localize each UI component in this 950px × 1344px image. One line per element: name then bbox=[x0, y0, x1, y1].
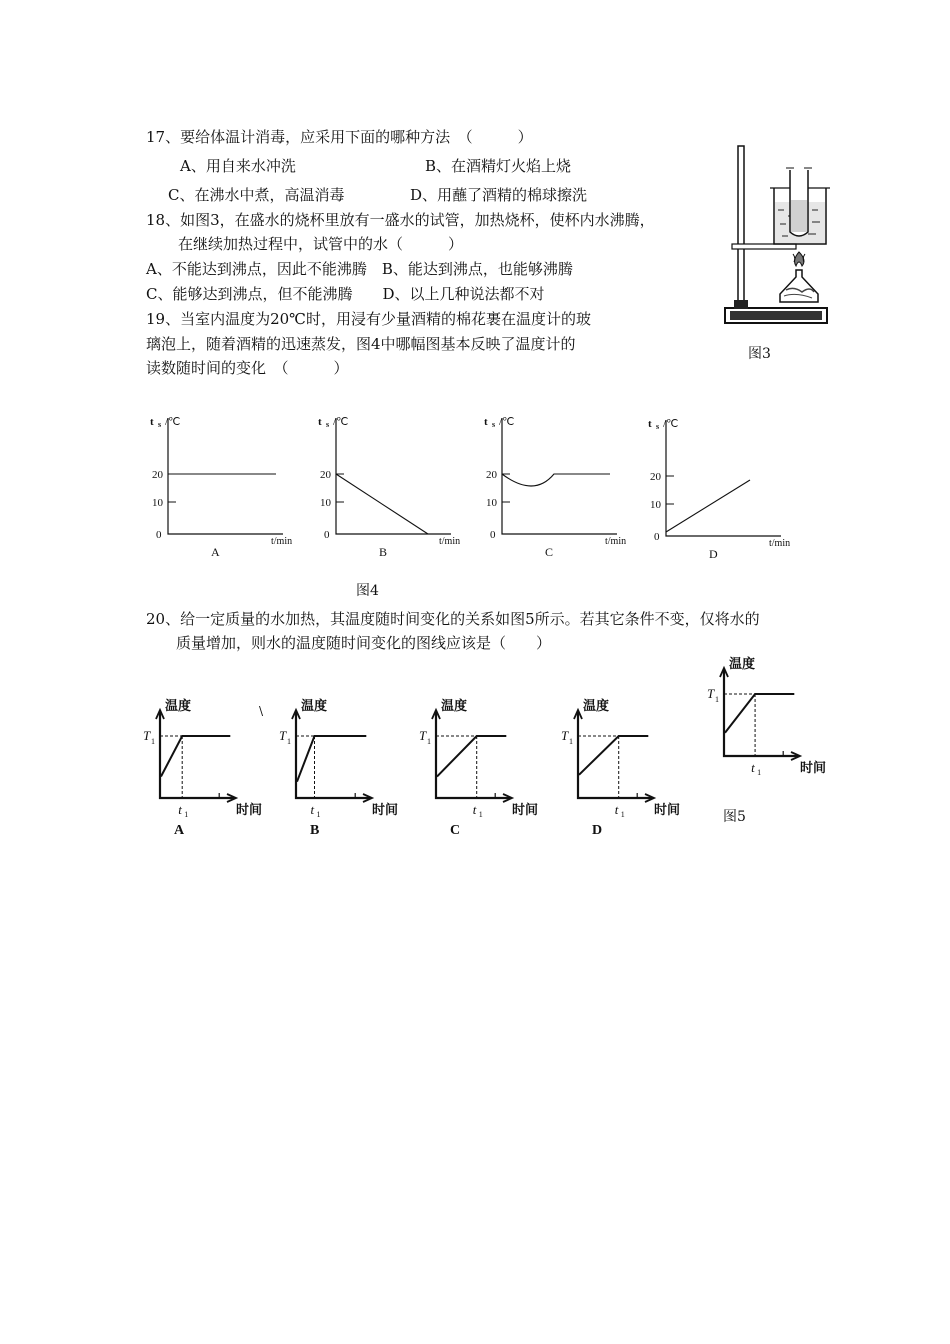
figure-4-panel-d bbox=[646, 412, 816, 562]
y-tick-label: 20 bbox=[152, 469, 163, 481]
q18-options-ab: A、不能达到沸点，因此不能沸腾 B、能达到沸点，也能够沸腾 bbox=[146, 260, 573, 278]
plateau-temperature-sub: 1 bbox=[427, 737, 431, 746]
q17-option-d: D、用蘸了酒精的棉球擦洗 bbox=[410, 186, 588, 204]
y-axis-label-sub: s bbox=[326, 420, 330, 429]
temperature-curve bbox=[666, 480, 750, 532]
y-axis-label: 温度 bbox=[729, 656, 756, 671]
panel-label: D bbox=[709, 547, 718, 561]
knee-time-label: t bbox=[310, 802, 315, 817]
y-tick-label: 20 bbox=[486, 469, 497, 481]
q17-option-a: A、用自来水冲洗 bbox=[180, 157, 296, 175]
y-axis-unit: /℃ bbox=[165, 416, 181, 428]
axes bbox=[502, 418, 617, 534]
y-axis-label: t bbox=[318, 416, 322, 428]
plateau-temperature-label: T bbox=[561, 728, 569, 743]
temperature-curve bbox=[336, 474, 428, 534]
y-tick-label-zero: 0 bbox=[156, 529, 162, 541]
y-tick-label: 10 bbox=[320, 497, 331, 509]
temperature-curve bbox=[502, 474, 610, 486]
plateau-temperature-sub: 1 bbox=[715, 695, 719, 704]
panel-label: C bbox=[450, 823, 461, 838]
q19-line2: 璃泡上，随着酒精的迅速蒸发，图4中哪幅图基本反映了温度计的 bbox=[146, 335, 576, 353]
figure-5-option-b bbox=[278, 698, 408, 848]
plateau-temperature-label: T bbox=[707, 686, 715, 701]
figure-5-option-d bbox=[560, 698, 690, 848]
y-tick-label: 10 bbox=[486, 497, 497, 509]
axes bbox=[336, 418, 451, 534]
knee-time-label: t bbox=[751, 760, 755, 775]
y-axis-label-sub: s bbox=[158, 420, 162, 429]
knee-time-sub: 1 bbox=[620, 810, 625, 819]
knee-time-sub: 1 bbox=[757, 768, 762, 777]
panel-label: A bbox=[211, 545, 220, 559]
axes bbox=[666, 420, 781, 536]
y-axis-label: 温度 bbox=[583, 698, 610, 713]
temperature-curve bbox=[437, 736, 506, 777]
figure-5-option-a bbox=[142, 698, 272, 848]
knee-time-sub: 1 bbox=[478, 810, 483, 819]
y-tick-label: 20 bbox=[320, 469, 331, 481]
axes bbox=[168, 418, 283, 534]
x-axis-label: 时间 bbox=[800, 760, 827, 775]
q17-option-c: C、在沸水中煮，高温消毒 bbox=[168, 186, 345, 204]
y-axis-label: 温度 bbox=[301, 698, 328, 713]
axes bbox=[160, 712, 234, 798]
axes bbox=[724, 670, 798, 756]
panel-label: A bbox=[174, 823, 185, 838]
stray-mark: \ bbox=[259, 704, 264, 718]
temperature-curve bbox=[297, 736, 366, 782]
knee-time-sub: 1 bbox=[184, 810, 189, 819]
x-axis-label: 时间 bbox=[654, 802, 681, 817]
y-axis-label: t bbox=[648, 418, 652, 430]
figure-3-apparatus bbox=[722, 140, 832, 330]
knee-time-label: t bbox=[472, 802, 477, 817]
y-axis-label: 温度 bbox=[441, 698, 468, 713]
y-tick-label-zero: 0 bbox=[324, 529, 330, 541]
stand-rod bbox=[738, 146, 744, 308]
y-axis-label: 温度 bbox=[165, 698, 192, 713]
y-axis-label-sub: s bbox=[656, 422, 660, 431]
plateau-temperature-sub: 1 bbox=[569, 737, 573, 746]
y-axis-unit: /℃ bbox=[499, 416, 515, 428]
alcohol-lamp bbox=[780, 270, 818, 302]
q18-line1: 18、如图3，在盛水的烧杯里放有一盛水的试管，加热烧杯，使杯内水沸腾， bbox=[146, 211, 655, 229]
temperature-curve bbox=[579, 736, 648, 775]
knee-time-sub: 1 bbox=[316, 810, 321, 819]
temperature-curve bbox=[161, 736, 230, 777]
plateau-temperature-label: T bbox=[279, 728, 287, 743]
figure-4-panel-c bbox=[482, 410, 652, 560]
knee-time-label: t bbox=[178, 802, 182, 817]
axes bbox=[436, 712, 510, 798]
q17-stem: 17、要给体温计消毒，应采用下面的哪种方法 （ ） bbox=[146, 128, 533, 146]
temperature-curve bbox=[725, 694, 794, 733]
panel-label: D bbox=[592, 823, 603, 838]
plateau-temperature-sub: 1 bbox=[287, 737, 291, 746]
figure-3-caption: 图3 bbox=[748, 346, 771, 362]
y-axis-label-sub: s bbox=[492, 420, 496, 429]
y-tick-label-zero: 0 bbox=[490, 529, 496, 541]
x-axis-label: t/min bbox=[769, 538, 791, 549]
panel-label: B bbox=[310, 823, 320, 838]
flame bbox=[795, 252, 804, 266]
y-tick-label: 20 bbox=[650, 471, 661, 483]
plateau-temperature-sub: 1 bbox=[151, 737, 155, 746]
x-axis-label: 时间 bbox=[372, 802, 399, 817]
y-axis-label: t bbox=[484, 416, 488, 428]
figure-5-option-c bbox=[418, 698, 548, 848]
q19-line1: 19、当室内温度为20℃时，用浸有少量酒精的棉花裹在温度计的玻 bbox=[146, 310, 591, 328]
y-tick-label: 10 bbox=[152, 497, 163, 509]
figure-5-reference bbox=[706, 656, 836, 806]
x-axis-label: t/min bbox=[271, 536, 293, 547]
x-axis-label: t/min bbox=[605, 536, 627, 547]
plateau-temperature-label: T bbox=[419, 728, 427, 743]
y-axis-unit: /℃ bbox=[333, 416, 349, 428]
q20-line1: 20、给一定质量的水加热，其温度随时间变化的关系如图5所示。若其它条件不变，仅将水的 bbox=[146, 610, 760, 628]
x-axis-label: 时间 bbox=[512, 802, 539, 817]
plateau-temperature-label: T bbox=[143, 728, 151, 743]
q17-option-b: B、在酒精灯火焰上烧 bbox=[425, 157, 572, 175]
q19-line3: 读数随时间的变化 （ ） bbox=[146, 359, 349, 377]
y-tick-label-zero: 0 bbox=[654, 531, 660, 543]
y-axis-label: t bbox=[150, 416, 154, 428]
y-tick-label: 10 bbox=[650, 499, 661, 511]
knee-time-label: t bbox=[614, 802, 619, 817]
x-axis-label: 时间 bbox=[236, 802, 263, 817]
q20-line2: 质量增加，则水的温度随时间变化的图线应该是（ ） bbox=[176, 634, 552, 652]
figure-4-caption: 图4 bbox=[356, 583, 379, 599]
axes bbox=[578, 712, 652, 798]
panel-label: B bbox=[379, 545, 388, 559]
panel-label: C bbox=[545, 545, 554, 559]
x-axis-label: t/min bbox=[439, 536, 461, 547]
figure-5-caption: 图5 bbox=[723, 809, 746, 825]
y-axis-unit: /℃ bbox=[663, 418, 679, 430]
q18-options-cd: C、能够达到沸点，但不能沸腾 D、以上几种说法都不对 bbox=[146, 285, 545, 303]
figure-4-panel-a bbox=[148, 410, 318, 560]
q18-line2: 在继续加热过程中，试管中的水（ ） bbox=[178, 235, 464, 253]
figure-4-panel-b bbox=[316, 410, 486, 560]
